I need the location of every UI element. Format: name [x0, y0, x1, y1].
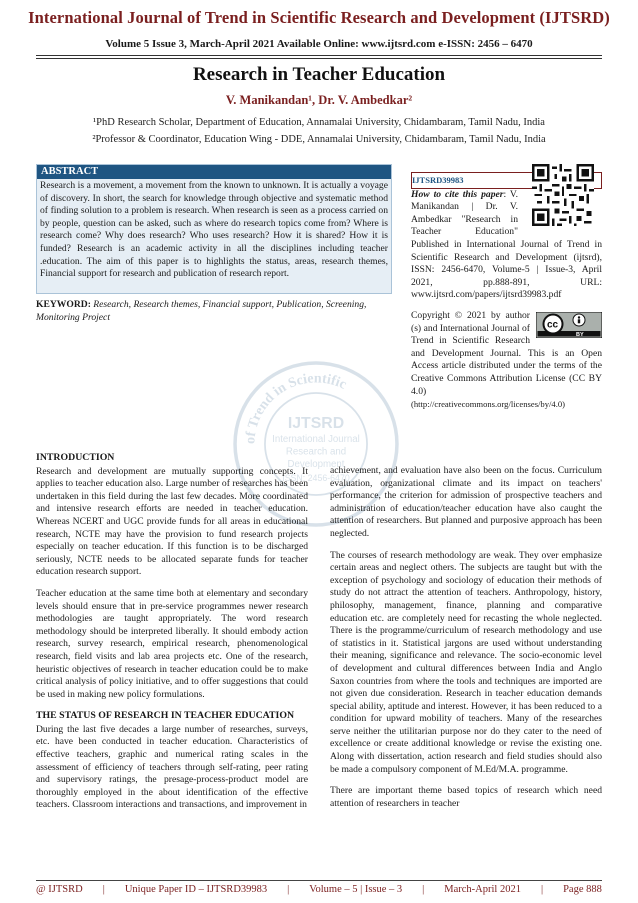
body-paragraph: Research and development are mutually supporting concepts. It applies to teacher education also. Large number of researches has been undertaken in this field during the last few decades. More coordinated and intensive research efforts are needed in teacher education. Whereas NCERT and UGC provide funds for all areas in educational research, NCTE may have the provision to fund research projects especially on teacher education. If this function is to be discharged seriously, NCTE needs to be allocated separate funds for teacher education research support.	[36, 465, 308, 578]
citation-text: : V. Manikandan | Dr. V. Ambedkar "Research in Teacher Education" Published in International Journal of Trend in Scientific Research and Development (ijtsrd), ISSN: 2456-6470, Volume-5 | Issue-3, April 2021, pp.888-891, URL: www.ijtsrd.com/papers/ijtsrd39983.pdf	[411, 188, 602, 301]
journal-title: International Journal of Trend in Scientific Research and Development (IJTSRD)	[28, 8, 610, 27]
citation-column	[411, 164, 602, 420]
abstract-box	[36, 164, 392, 294]
body-paragraph: The courses of research methodology are weak. They over emphasize certain areas and neglect others. The subjects are taught but with the exception of psychology and sociology of education their methods of study do not attract the attention of teachers. Anthropology, history, philosophy, management, finance, planning and comparative education etc. are completely need for recasting the whole neglected. There is the programme/curriculum of research methodology and use of statistics in it. Statistical jargons are used without understanding their meaning, significance and relevance. The socio-economic level of development and cultural differences between India and Anglo Saxon countries from where the tools and techniques are imported are not given due consideration. Research in teacher education demands special ability, aptitude and interest. However, it has been reduced to a condition for upward mobility of teachers. Many of the researches serve neither the utilitarian purpose nor do they cater to the need of excellence or create additional knowledge or revise the existing one. Along with dissertation, action research and field studies should also be made a compulsory component of M.Ed/M.A. programme.	[330, 549, 602, 775]
qr-paper-id: IJTSRD39983	[411, 172, 602, 189]
copyright-text: Copyright © 2021 by author (s) and International Journal of Trend in Scientific Research and Development Journal. This is an Open Access article distributed under the terms of the Creative Commons Attribution License (CC BY 4.0)	[411, 309, 602, 397]
keywords-text: Research, Research themes, Financial support, Publication, Screening, Monitoring Project	[36, 299, 367, 323]
qr-block	[524, 164, 602, 231]
keywords	[36, 299, 390, 324]
header-rule	[36, 55, 602, 56]
citation-label: How to cite this paper	[411, 188, 504, 200]
footer-volume-issue: Volume – 5 | Issue – 3	[309, 884, 403, 895]
volume-line: Volume 5 Issue 3, March-April 2021 Available Online: www.ijtsrd.com e-ISSN: 2456 – 6470	[105, 38, 533, 50]
svg-text:of Trend in Scientific	[242, 370, 349, 444]
body-right-column	[330, 465, 602, 819]
watermark-arc-text: of Trend in Scientific	[242, 370, 350, 445]
watermark-issn: ISSN: 2456-6470	[282, 472, 350, 483]
page-footer: @ IJTSRD | Unique Paper ID – IJTSRD39983 | Volume – 5 | Issue – 3 | March-April 2021 | Page 888	[36, 884, 602, 895]
footer-paper-id: Unique Paper ID – IJTSRD39983	[124, 884, 268, 895]
status-heading: THE STATUS OF RESEARCH IN TEACHER EDUCATION	[36, 710, 295, 722]
body-paragraph: achievement, and evaluation have also been on the focus. Curriculum evaluation, organizational climate and its impact on teachers' performance, the criterion for admission of prospective teachers and administration of education/teacher education have also caught the attention of researchers. But planned and purposive approach has been neglected.	[330, 465, 602, 539]
paper-title: Research in Teacher Education	[192, 64, 446, 85]
watermark-line4: Development	[287, 458, 345, 470]
footer-rule	[36, 880, 602, 881]
license-url[interactable]: (http://creativecommons.org/licenses/by/4.0)	[411, 399, 566, 410]
paper-authors: V. Manikandan¹, Dr. V. Ambedkar²	[225, 93, 413, 107]
keywords-label: KEYWORD:	[36, 299, 91, 310]
affiliation-2: ²Professor & Coordinator, Education Wing - DDE, Annamalai University, Chidambaram, Tamil Nadu, India	[92, 134, 546, 145]
footer-page-number: Page 888	[563, 884, 602, 895]
cc-label: cc	[547, 319, 559, 331]
abstract-text: Research is a movement, a movement from the known to unknown. It is actually a voyage of discovery. In short, the search for knowledge through objective and systematic method of finding solution to a problem is research. When research is seen as a process carried on by people, question can be asked, such as where do research topics come from? Where is research come? Why does research? Who uses research? How it is shared? How it is funded? Research is an academic activity in all the disciplines including teacher .education. The aim of this paper is to highlights the status, areas, research themes, Financial support for research and publication of research report.	[40, 180, 388, 280]
watermark-line3: Research and	[285, 446, 347, 458]
affiliation-1: ¹PhD Research Scholar, Department of Education, Annamalai University, Chidambaram, Tamil Nadu, India	[93, 117, 545, 128]
footer-site: @ IJTSRD	[36, 884, 83, 895]
body-paragraph: Teacher education at the same time both at elementary and secondary levels should ensure that in pre-service programmes newer research methodologies are taught appropriately. The word research methodology should be interpreted liberally. It should embody action research, survey research, empirical research, phenomenological research, field visits and lab area projects etc. One of the research, heuristic objectives of research in teacher education could be to make critical analysis of policy initiative, and to offer suggestions that could be used in making new policy formulations.	[36, 587, 308, 700]
body-left-column	[36, 452, 308, 821]
footer-date: March-April 2021	[444, 884, 521, 895]
header-rule-thin	[36, 58, 602, 59]
body-paragraph: During the last five decades a large number of researches, surveys, etc. have been conducted in teacher education. Characteristics of effective teachers, graphic and numerical rating scales in the assessment of efficiency of teachers through self-rating, peer rating and supervisory ratings, the presage-process-product model are thoroughly employed in the about identification of the effective teachers. Classroom interactions and transactions, and improvement in	[36, 723, 308, 811]
watermark-name: IJTSRD	[287, 415, 345, 433]
intro-heading: INTRODUCTION	[36, 452, 115, 463]
cc-by-badge	[536, 312, 602, 343]
watermark-line1: International Journal	[272, 434, 360, 446]
abstract-heading: ABSTRACT	[37, 165, 391, 179]
creative-commons-icon	[536, 312, 602, 338]
copyright-block	[411, 310, 602, 412]
body-paragraph: There are important theme based topics of research which need attention of researchers in teacher	[330, 785, 602, 809]
qr-code-icon	[532, 164, 594, 226]
by-label: BY	[576, 331, 584, 338]
